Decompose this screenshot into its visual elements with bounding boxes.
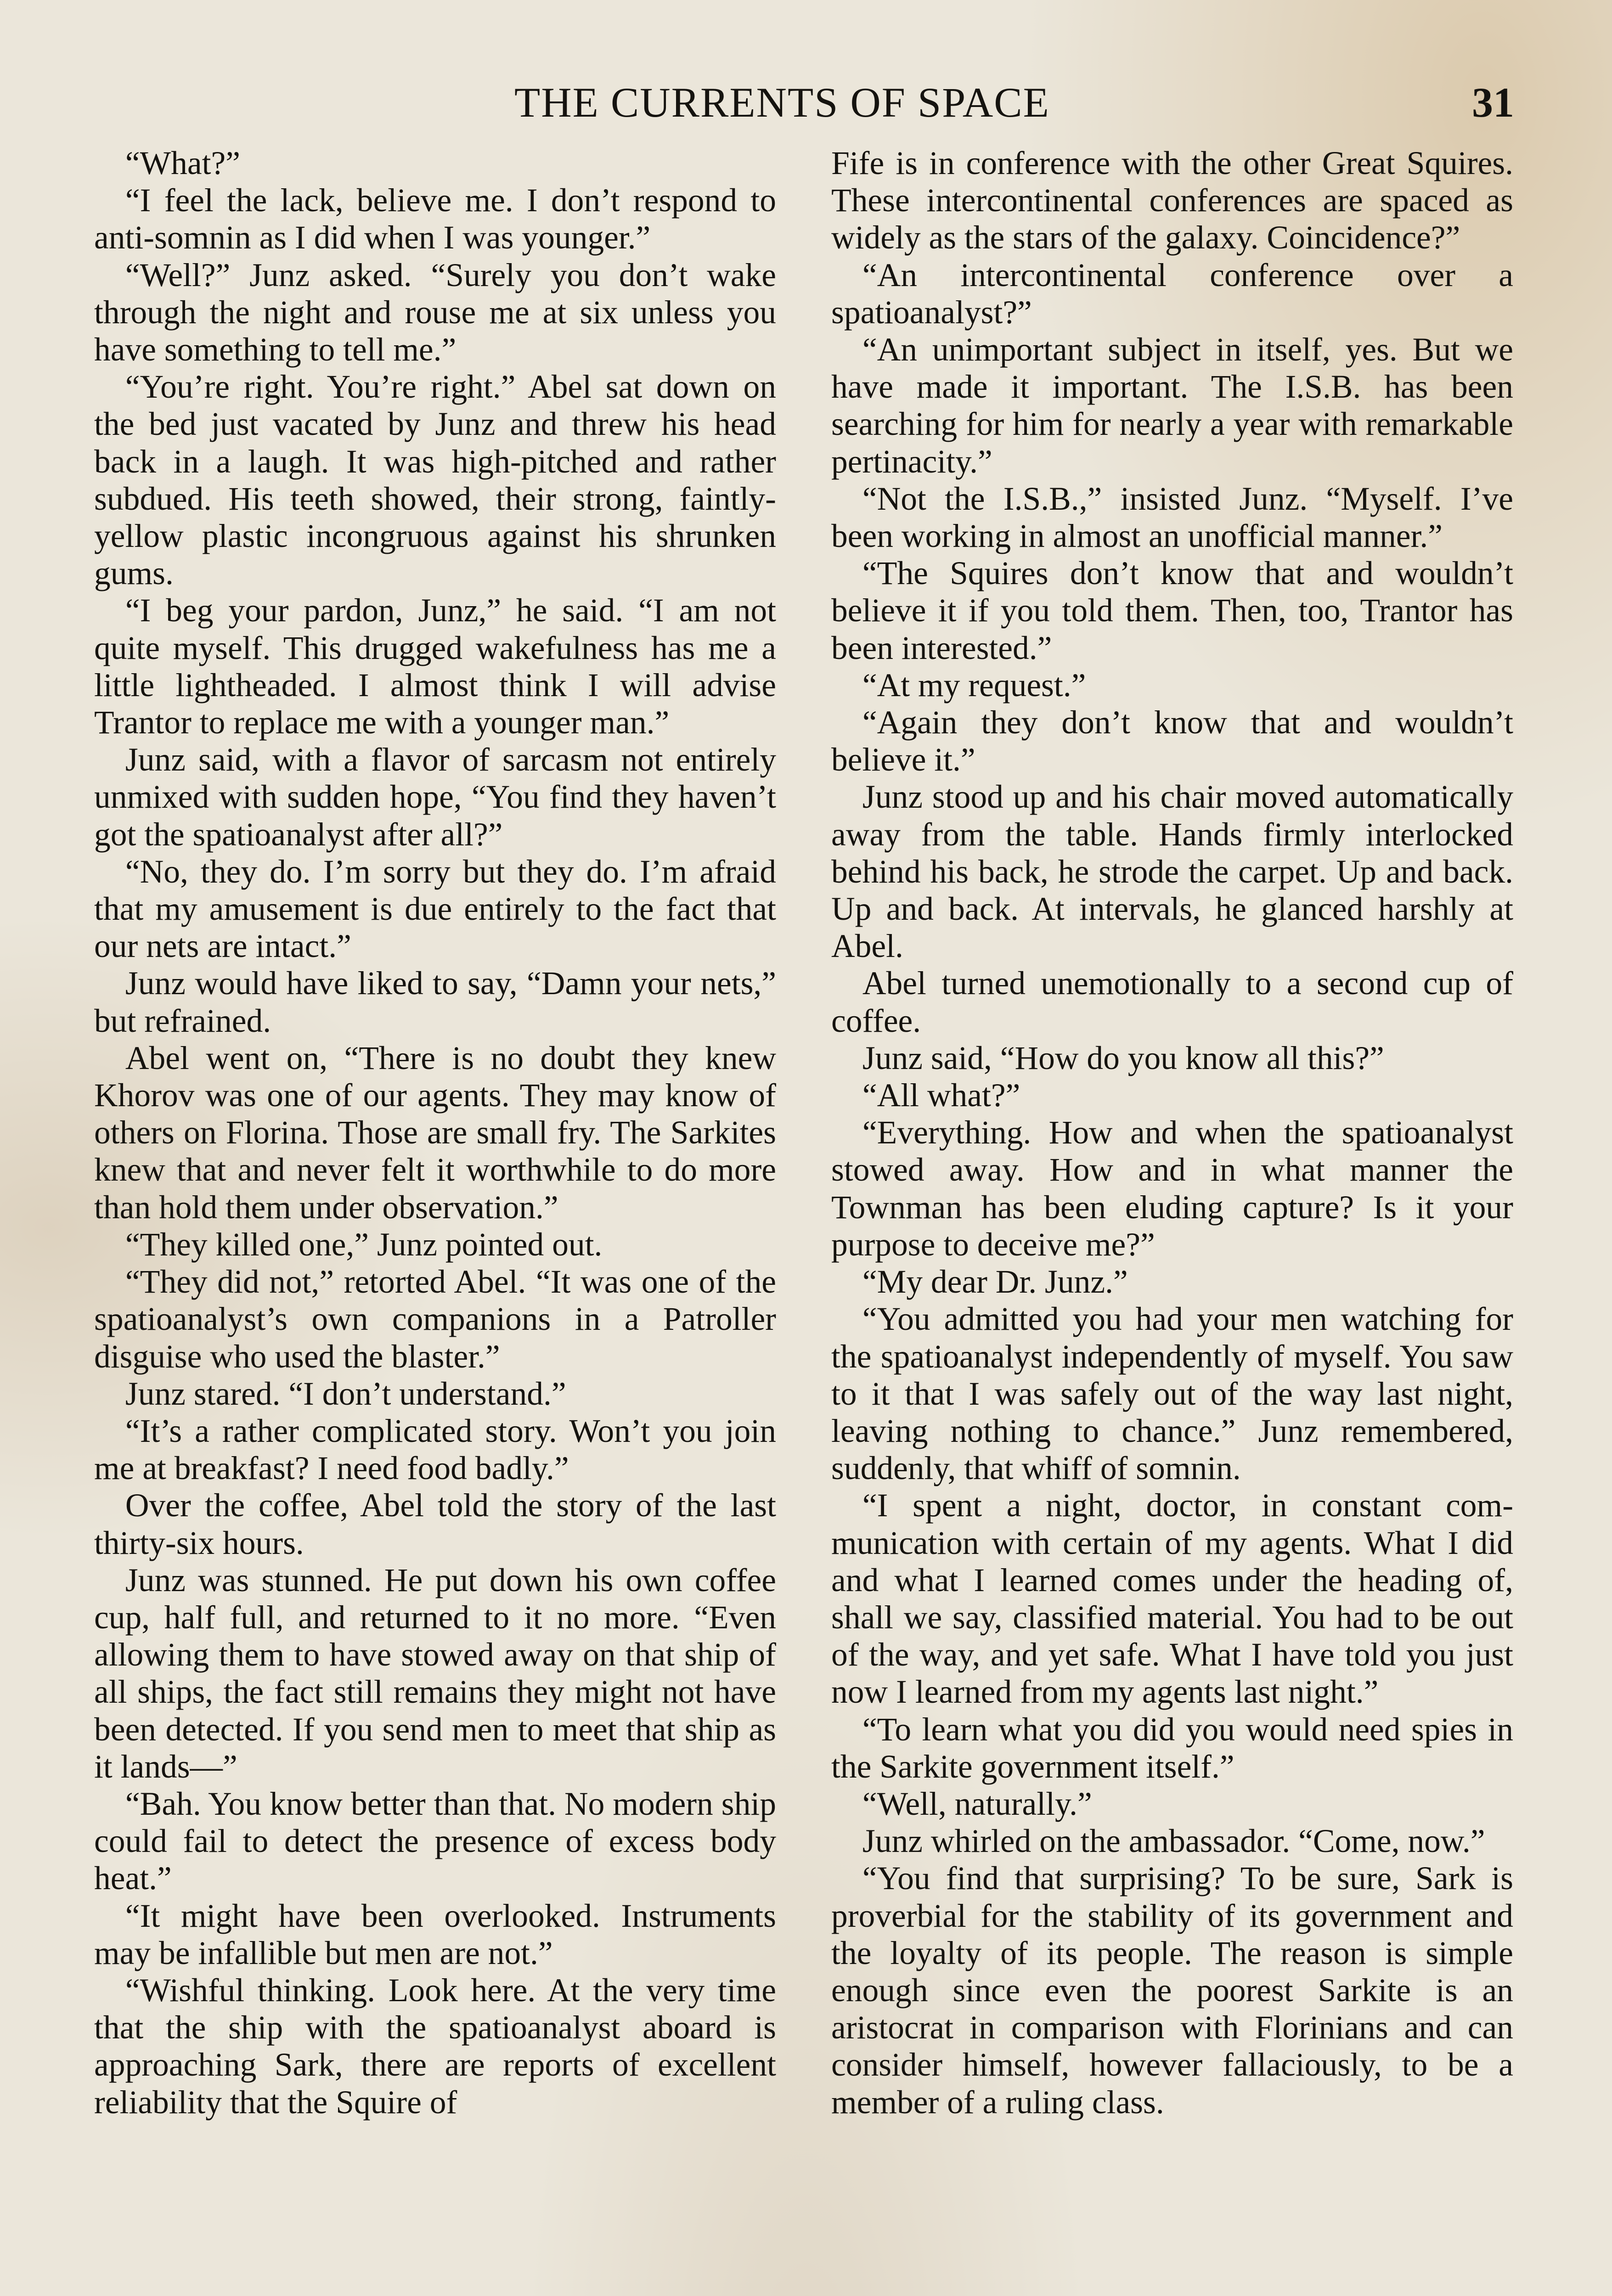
paragraph: “I beg your pardon, Junz,” he said. “I am not quite myself. This drugged wakefulness has me a little lightheaded. I almost think I will advise Trantor to replace me with a younger man.” (94, 592, 776, 741)
paragraph: “All what?” (862, 1077, 1020, 1114)
paragraph: Abel turned unemotionally to a second cup of coffee. (831, 965, 1513, 1039)
paragraph: “The Squires don’t know that and wouldn’t believe it if you told them. Then, too, Trantor has been interested.” (831, 555, 1513, 666)
paragraph: “You admitted you had your men watching for the spatioanalyst independently of myself. You saw to it that I was safely out of the way last night, leaving nothing to chance.” Junz remembered, suddenly, that whiff of somnin. (831, 1301, 1513, 1487)
paragraph: “An intercontinental conference over a spatioanalyst?” (831, 257, 1513, 331)
paragraph: “You’re right. You’re right.” Abel sat down on the bed just vacated by Junz and threw his head back in a laugh. It was high-pitched and rather subdued. His teeth showed, their strong, faintly-yellow plastic incongruous against his shrunken gums. (94, 369, 776, 592)
paragraph: “Well?” Junz asked. “Surely you don’t wake through the night and rouse me at six unless you have something to tell me.” (94, 257, 776, 368)
paragraph: “They killed one,” Junz pointed out. (125, 1226, 603, 1263)
paragraph: Junz would have liked to say, “Damn your nets,” but refrained. (94, 965, 776, 1039)
paragraph: Junz was stunned. He put down his own coffee cup, half full, and returned to it no more. “Even allowing them to have stowed away on that ship of all ships, the fact still remains they might not have been detected. If you send men to meet that ship as it lands—” (94, 1562, 776, 1785)
paragraph: Over the coffee, Abel told the story of the last thirty-six hours. (94, 1487, 776, 1561)
paragraph: Junz said, “How do you know all this?” (862, 1040, 1384, 1076)
paragraph: “No, they do. I’m sorry but they do. I’m afraid that my amusement is due entirely to the fact that our nets are intact.” (94, 853, 776, 965)
paragraph: Abel went on, “There is no doubt they knew Khorov was one of our agents. They may know of others on Florina. Those are small fry. The Sarkites knew that and never felt it worthwhile to do more than hold them under observation.” (94, 1040, 776, 1226)
paragraph: “To learn what you did you would need spies in the Sarkite government itself.” (831, 1711, 1513, 1785)
paragraph-continued: Fife is in conference with the other Great Squires. These intercontinental conferences are spaced as widely as the stars of the galaxy. Coincidence?” (831, 145, 1513, 256)
paragraph: Junz said, with a flavor of sarcasm not entirely unmixed with sudden hope, “You find they haven’t got the spatioanalyst after all?” (94, 742, 776, 853)
paragraph: “They did not,” retorted Abel. “It was one of the spatioanalyst’s own companions in a Patroller disguise who used the blaster.” (94, 1264, 776, 1375)
page-number: 31 (1472, 79, 1514, 126)
paragraph: “I feel the lack, believe me. I don’t respond to anti-somnin as I did when I was younger.” (94, 182, 776, 256)
paragraph: “It’s a rather complicated story. Won’t you join me at breakfast? I need food badly.” (94, 1412, 776, 1487)
paragraph: “I spent a night, doctor, in constant communication with certain of my agents. What I did and what I learned comes under the heading of, shall we say, classified material. You had to be out of the way, and yet safe. What I have told you just now I learned from my agents last night.” (831, 1487, 1513, 1711)
paragraph: “Everything. How and when the spatioanalyst stowed away. How and in what manner the Townman has been eluding capture? Is it your purpose to deceive me?” (831, 1114, 1513, 1263)
paragraph: Junz whirled on the ambassador. “Come, now.” (862, 1823, 1485, 1860)
paragraph: “Wishful thinking. Look here. At the very time that the ship with the spatioanalyst aboard is approaching Sark, there are reports of excellent reliability that the Squire of (94, 1972, 776, 2121)
paragraph: “It might have been overlooked. Instruments may be infallible but men are not.” (94, 1897, 776, 1971)
left-text-column (94, 145, 776, 2121)
paragraph: “You find that surprising? To be sure, Sark is proverbial for the stability of its government and the loyalty of its people. The reason is simple enough since even the poorest Sarkite is an aristocrat in comparison with Florinians and can consider himself, however fallaciously, to be a member of a ruling class. (831, 1860, 1513, 2121)
running-head-title: THE CURRENTS OF SPACE (514, 79, 1050, 126)
paragraph: Junz stood up and his chair moved automatically away from the table. Hands firmly interlocked behind his back, he strode the carpet. Up and back. Up and back. At intervals, he glanced harshly at Abel. (831, 779, 1513, 965)
paragraph: “At my request.” (862, 667, 1086, 703)
paragraph: Junz stared. “I don’t understand.” (125, 1375, 566, 1412)
paragraph: “What?” (125, 145, 240, 181)
paragraph: “Again they don’t know that and wouldn’t believe it.” (831, 704, 1513, 778)
paragraph: “Not the I.S.B.,” insisted Junz. “Myself. I’ve been working in almost an unofficial manner.” (831, 480, 1513, 555)
paragraph: “Well, naturally.” (862, 1785, 1092, 1822)
right-text-column (831, 145, 1513, 2121)
paragraph: “An unimportant subject in itself, yes. But we have made it important. The I.S.B. has been searching for him for nearly a year with remarkable pertinacity.” (831, 332, 1513, 480)
paragraph: “My dear Dr. Junz.” (862, 1264, 1128, 1300)
paragraph: “Bah. You know better than that. No modern ship could fail to detect the presence of excess body heat.” (94, 1785, 776, 1897)
